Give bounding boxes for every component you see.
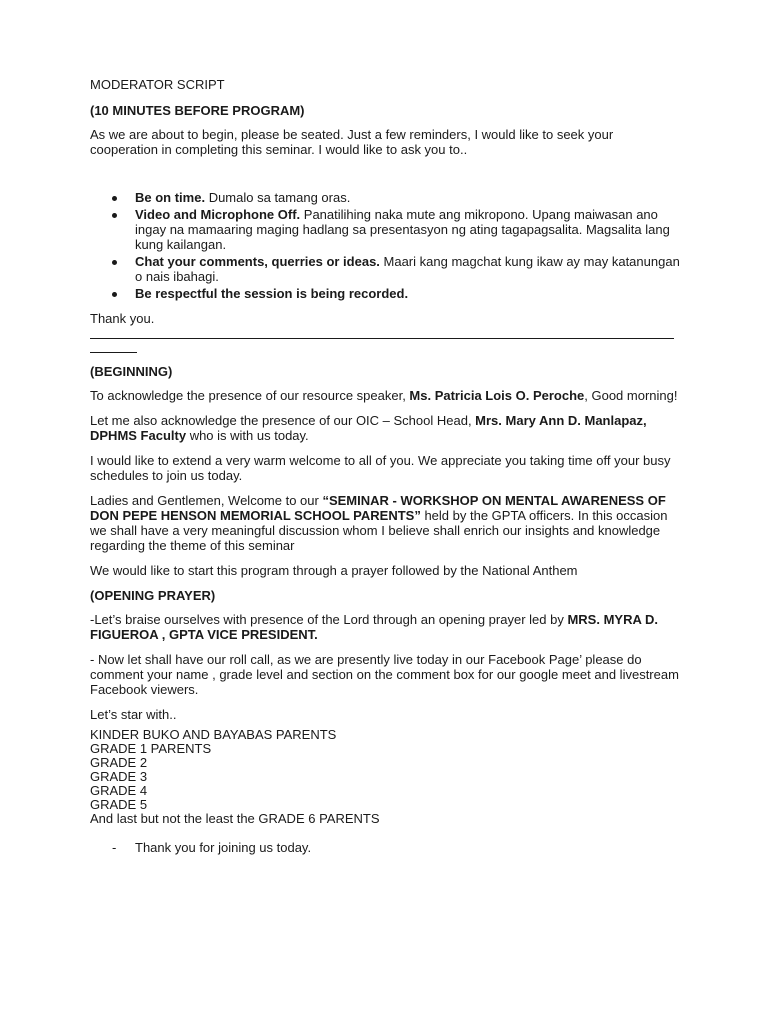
roll-call-item: GRADE 1 PARENTS xyxy=(90,741,212,756)
roll-call-item: GRADE 3 xyxy=(90,769,148,784)
thank-you-line: Thank you. xyxy=(90,311,155,326)
roll-call-list xyxy=(90,728,680,826)
roll-call-item: GRADE 2 xyxy=(90,755,148,770)
roll-call-item: And last but not the least the GRADE 6 PARENTS xyxy=(90,811,380,826)
reminder-item: Chat your comments, querries or ideas. Maari kang magchat kung ikaw ay may katanungan o nais ibahagi. xyxy=(90,254,680,284)
welcome-paragraph: I would like to extend a very warm welcome to all of you. We appreciate you taking time off your busy schedules to join us today. xyxy=(90,453,671,483)
section-heading-before-program: (10 MINUTES BEFORE PROGRAM) xyxy=(90,103,305,118)
roll-call-item: GRADE 5 xyxy=(90,797,148,812)
reminders-list xyxy=(90,190,680,301)
reminder-item: Be respectful the session is being recorded. xyxy=(90,286,680,301)
document-title: MODERATOR SCRIPT xyxy=(90,77,225,92)
roll-call-item: GRADE 4 xyxy=(90,783,148,798)
school-head-acknowledgement: Let me also acknowledge the presence of our OIC – School Head, Mrs. Mary Ann D. Manlapaz, DPHMS Faculty who is with us today. xyxy=(90,413,647,443)
roll-call-item: KINDER BUKO AND BAYABAS PARENTS xyxy=(90,727,337,742)
bullet-icon xyxy=(112,213,117,218)
intro-paragraph: As we are about to begin, please be seated. Just a few reminders, I would like to seek your cooperation in completing this seminar. I would like to ask you to.. xyxy=(90,127,614,157)
start-line: Let’s star with.. xyxy=(90,707,177,722)
bullet-icon xyxy=(112,260,117,265)
separator-short xyxy=(90,352,137,353)
dash-marker: - xyxy=(112,840,117,855)
seminar-paragraph: Ladies and Gentlemen, Welcome to our “SEMINAR - WORKSHOP ON MENTAL AWARENESS OF DON PEPE HENSON MEMORIAL SCHOOL PARENTS” held by the GPTA officers. In this occasion we shall have a very meaningful discussion whom I believe shall enrich our insights and knowledge regarding the theme of this seminar xyxy=(90,493,668,553)
separator-line xyxy=(90,338,680,353)
roll-call-paragraph: - Now let shall have our roll call, as we are presently live today in our Facebook Page’ please do comment your name , grade level and section on the comment box for our google meet and livestream Facebook viewers. xyxy=(90,652,679,697)
speaker-acknowledgement: To acknowledge the presence of our resource speaker, Ms. Patricia Lois O. Peroche, Good morning! xyxy=(90,388,678,403)
reminder-item: Video and Microphone Off. Panatilihing naka mute ang mikropono. Upang maiwasan ano ingay na mamaaring maging hadlang sa presentasyon ng ating tagapagsalita. Magsalita lang kung kailangan. xyxy=(90,207,680,252)
section-heading-beginning: (BEGINNING) xyxy=(90,364,173,379)
separator-long xyxy=(90,338,674,339)
bullet-icon xyxy=(112,292,117,297)
section-heading-opening-prayer: (OPENING PRAYER) xyxy=(90,588,216,603)
reminder-item: Be on time. Dumalo sa tamang oras. xyxy=(90,190,680,205)
bullet-icon xyxy=(112,196,117,201)
document-page xyxy=(90,77,680,855)
prayer-paragraph: -Let’s braise ourselves with presence of the Lord through an opening prayer led by MRS. MYRA D. FIGUEROA , GPTA VICE PRESIDENT. xyxy=(90,612,658,642)
closing-item: - Thank you for joining us today. xyxy=(112,840,312,855)
closing-list xyxy=(90,840,680,855)
program-start-paragraph: We would like to start this program through a prayer followed by the National Anthem xyxy=(90,563,578,578)
